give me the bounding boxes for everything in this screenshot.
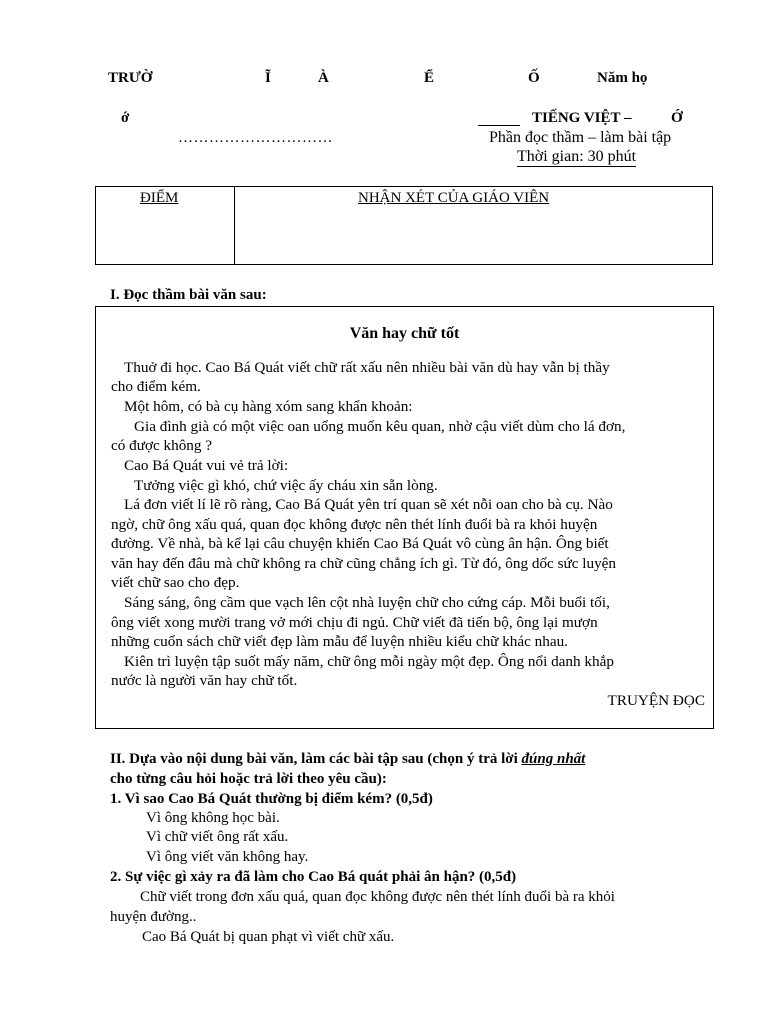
story-line: Kiên trì luyện tập suốt mấy năm, chữ ông mỗi ngày một đẹp. Ông nổi danh khắp [124,653,614,670]
story-line: Sáng sáng, ông cầm que vạch lên cột nhà luyện chữ cho cứng cáp. Mỗi buổi tối, [124,594,610,611]
student-name-blank: ………………………… [178,130,333,146]
header-fragment-4: Ố [528,70,540,86]
question-1-option: Vì ông viết văn không hay. [146,849,309,865]
score-label: ĐIỂM [140,190,179,206]
story-title: Văn hay chữ tốt [349,325,460,342]
story-line: có được không ? [111,437,213,454]
exam-part: Phần đọc thầm – làm bài tập [489,129,672,146]
subject-fragment: Ớ [671,110,683,126]
question-1: 1. Vì sao Cao Bá Quát thường bị điểm kém? (0,5đ) [110,791,433,807]
school-name-fragment: TRƯỜ [108,70,153,86]
story-line: nước là người văn hay chữ tốt. [111,672,298,689]
table-divider [234,187,235,264]
header-fragment-3: Ể [424,70,435,86]
story-line: đường. Về nhà, bà kể lại câu chuyện khiến Cao Bá Quát vô cùng ân hận. Ông biết [111,535,609,552]
question-2: 2. Sự việc gì xảy ra đã làm cho Cao Bá quát phải ân hận? (0,5đ) [110,869,517,885]
story-line: cho điểm kém. [111,378,201,395]
story-line: ngờ, chữ ông xấu quá, quan đọc không được nên thét lính đuổi bà ra khỏi huyện [111,516,598,533]
story-line: những cuốn sách chữ viết đẹp làm mẫu để luyện nhiều kiểu chữ khác nhau. [111,633,568,650]
question-2-option: Cao Bá Quát bị quan phạt vì viết chữ xấu. [142,929,395,945]
section-2-emphasis: đúng nhất [521,751,586,767]
story-line: Thuở đi học. Cao Bá Quát viết chữ rất xấu nên nhiều bài văn dù hay vẫn bị thầy [124,359,610,376]
story-line: Cao Bá Quát vui vẻ trả lời: [124,457,289,474]
story-line: văn hay đến đâu mà chữ không ra chữ cũng chẳng ích gì. Từ đó, ông dốc sức luyện [111,555,617,572]
section-2-heading-text: II. Dựa vào nội dung bài văn, làm các bài tập sau (chọn ý trả lời [110,751,522,767]
story-line: Gia đình già có một việc oan uổng muốn kêu quan, nhờ cậu viết dùm cho lá đơn, [134,418,626,435]
subject-title: TIẾNG VIỆT – [532,110,632,126]
class-fragment: ớ [121,110,130,126]
reading-passage-box [95,306,714,729]
story-source: TRUYỆN ĐỌC [607,692,705,709]
header-fragment-1: Ĩ [265,70,271,86]
school-year-fragment: Năm họ [597,70,648,86]
blank-line [478,125,520,126]
score-table [95,186,713,265]
story-line: Tưởng việc gì khó, chứ việc ấy cháu xin sẵn lòng. [134,477,438,494]
section-1-heading: I. Đọc thầm bài văn sau: [110,287,267,303]
exam-time: Thời gian: 30 phút [517,148,637,165]
question-1-option: Vì chữ viết ông rất xấu. [146,829,289,845]
question-1-option: Vì ông không học bài. [146,810,280,826]
question-2-option: Chữ viết trong đơn xấu quá, quan đọc không được nên thét lính đuổi bà ra khỏi [140,889,615,905]
question-2-option-continued: huyện đường.. [110,909,197,925]
section-2-heading [110,751,585,768]
teacher-comment-label: NHẬN XÉT CỦA GIÁO VIÊN [358,190,550,206]
story-line: Một hôm, có bà cụ hàng xóm sang khẩn khoản: [124,398,413,415]
story-line: Lá đơn viết lí lẽ rõ ràng, Cao Bá Quát yên trí quan sẽ xét nỗi oan cho bà cụ. Nào [124,496,613,513]
story-line: viết chữ sao cho đẹp. [111,574,240,591]
section-2-heading-line-2: cho từng câu hỏi hoặc trả lời theo yêu cầu): [110,771,387,787]
story-line: ông viết xong mười trang vở mới chịu đi ngủ. Chữ viết đã tiến bộ, ông lại mượn [111,614,598,631]
header-fragment-2: À [318,70,329,86]
